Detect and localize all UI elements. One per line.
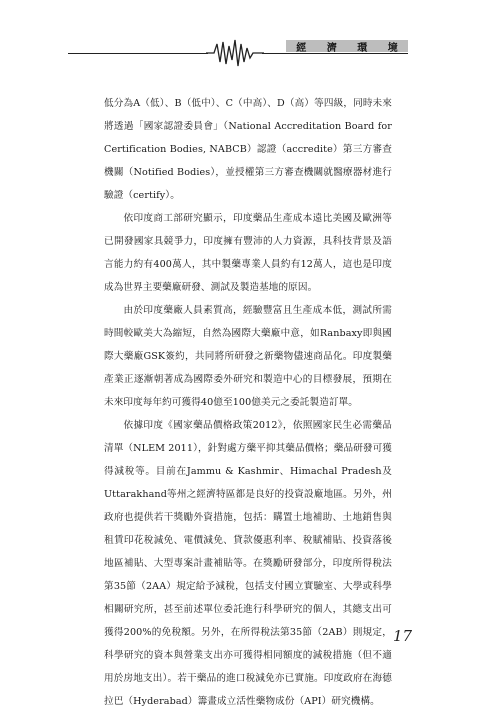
paragraph: 依印度商工部研究顯示，印度藥品生產成本遠比美國及歐洲等已開發國家具競爭力，印度擁有豐沛的人力資源，具科技背景及語言能力約有400萬人，其中製藥專業人員約有12萬人，這也是印度成為世界主要藥廠研發、測試及製造基地的原因。 <box>104 213 392 293</box>
section-title-char: 經 <box>296 42 307 54</box>
body-text <box>104 92 392 713</box>
paragraph: 由於印度藥廠人員素質高，經驗豐富且生產成本低，測試所需時間較歐美大為縮短，自然為國際大藥廠中意，如Ranbaxy即與國際大藥廠GSK簽約，共同將所研發之新藥物儘速商品化。印度製藥產業正逐漸朝著成為國際委外研究和製造中心的目標發展，預期在未來印度每年約可獲得40億至100億美元之委託製造訂單。 <box>104 305 392 408</box>
section-title-char: 環 <box>357 42 368 54</box>
section-title-char: 境 <box>387 42 398 54</box>
section-title-char: 濟 <box>326 42 337 54</box>
paragraph-continued: 低分為A（低）、B（低中）、C（中高）、D（高）等四級，同時未來將透過「國家認證委員會」（National Accreditation Board for Certification Bodies, NABCB）認證（accredite）第三方審查機關（Notified Bodies），並授權第三方審查機關就醫療器材進行驗證（certify）。 <box>104 98 392 201</box>
heartbeat-wave-icon <box>206 38 264 68</box>
page-number: 17 <box>393 627 413 645</box>
running-header <box>0 0 480 70</box>
header-rule-left <box>68 53 208 54</box>
section-title-tab <box>286 40 408 52</box>
paragraph: 依據印度《國家藥品價格政策2012》，依照國家民生必需藥品清單（NLEM 2011），針對處方藥平抑其藥品價格；藥品研發可獲得減稅等。目前在Jammu & Kashmir、Himachal Pradesh及Uttarakhand等州之經濟特區都是良好的投資設廠地區。另外，州政府也提供若干獎勵外資措施，包括：購置土地補助、土地銷售與租賃印花稅減免、電價減免、貸款優惠利率、稅賦補貼、投資落後地區補貼、大型專案計畫補貼等。在獎勵研發部分，印度所得稅法第35節（2AA）規定給予減稅，包括支付國立實驗室、大學或科學相關研究所，甚至前述單位委託進行科學研究的個人，其總支出可獲得200%的免稅額。另外，在所得稅法第35節（2AB）則規定，科學研究的資本與營業支出亦可獲得相同額度的減稅措施（但不適用於房地支出）。若干藥品的進口稅減免亦已實施。印度政府在海德拉巴（Hyderabad）籌畫成立活性藥物成份（API）研究機構。 <box>104 420 392 707</box>
